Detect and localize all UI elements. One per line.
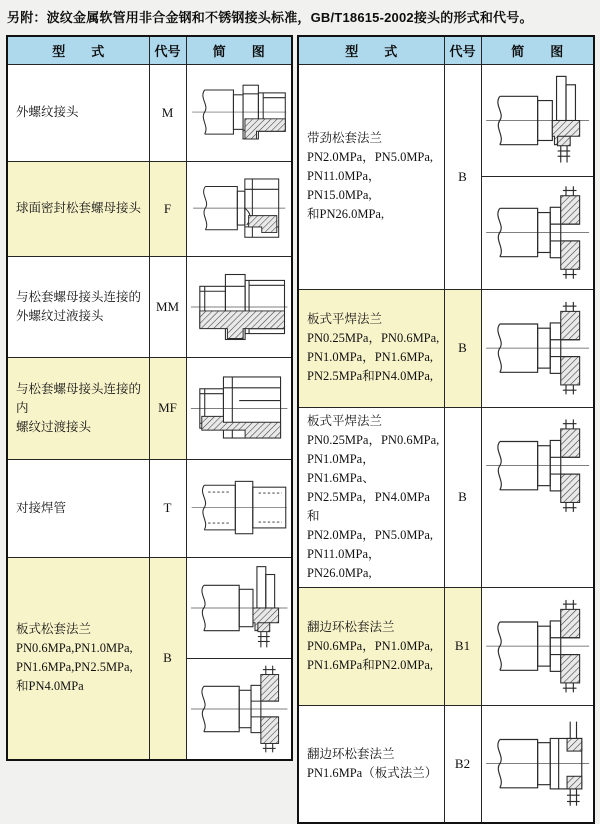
type-line: PN0.6MPa,PN1.0MPa,	[16, 641, 133, 655]
type-cell	[7, 64, 149, 161]
male-thread-joint-diagram	[188, 66, 290, 158]
type-line: PN11.0MPa，PN26.0MPa,	[307, 546, 381, 580]
diagram-stack	[482, 65, 594, 289]
type-cell	[7, 256, 149, 357]
diagram-cell	[186, 557, 292, 760]
diagram-stack	[482, 290, 594, 407]
type-line: 外螺纹过液接头	[16, 308, 104, 323]
tables-container	[6, 35, 595, 824]
code-cell: B	[444, 289, 481, 407]
butt-weld-pipe-diagram	[188, 461, 290, 554]
type-line: 翻边环松套法兰	[307, 619, 395, 634]
type-line: PN0.25MPa，PN0.6MPa,	[307, 432, 440, 447]
table-row	[298, 705, 594, 823]
diagram-stack	[187, 558, 292, 759]
type-cell	[298, 407, 444, 587]
weld-plate-flange-diagram	[483, 292, 592, 404]
neck-loose-flange-alt-diagram	[483, 179, 592, 286]
type-line: 翻边环松套法兰	[307, 746, 395, 761]
type-cell	[298, 289, 444, 407]
type-line: PN1.0MPa，PN1.6MPa,	[307, 350, 434, 364]
column-header-type: 型 式	[7, 36, 149, 64]
weld-plate-flange-alt-diagram	[483, 410, 592, 521]
column-header-diagram: 简 图	[186, 36, 292, 64]
column-header-diagram: 简 图	[481, 36, 594, 64]
diagram-box	[482, 290, 594, 407]
plate-loose-flange-alt-diagram	[188, 661, 290, 757]
diagram-box	[187, 460, 292, 557]
type-line: PN2.0MPa，PN5.0MPa,	[307, 527, 434, 542]
code-cell: B	[149, 557, 186, 760]
type-line: PN2.0MPa，PN5.0MPa,	[307, 150, 434, 164]
diagram-box	[187, 257, 292, 357]
type-line: 和PN4.0MPa	[16, 679, 84, 693]
diagram-cell	[481, 705, 594, 823]
diagram-box	[482, 408, 594, 524]
table-row	[7, 256, 292, 357]
type-line: 板式平焊法兰	[307, 413, 383, 428]
diagram-stack	[482, 706, 594, 822]
table-row	[7, 161, 292, 256]
diagram-box	[482, 65, 594, 177]
table-row	[298, 64, 594, 289]
column-header-code: 代号	[149, 36, 186, 64]
diagram-cell	[481, 407, 594, 587]
code-cell: F	[149, 161, 186, 256]
connector-table-right	[297, 35, 595, 824]
diagram-stack	[187, 162, 292, 256]
diagram-box	[187, 65, 292, 161]
type-line: 板式平焊法兰	[307, 312, 383, 326]
column-header-code: 代号	[444, 36, 481, 64]
diagram-cell	[481, 64, 594, 289]
diagram-box	[187, 358, 292, 459]
header-row	[7, 36, 292, 64]
table-row	[298, 587, 594, 705]
type-line: PN1.0MPa，PN1.6MPa、	[307, 451, 375, 485]
table-row	[298, 407, 594, 587]
diagram-box	[187, 558, 292, 658]
type-line: PN1.6MPa（板式法兰）	[307, 765, 438, 780]
diagram-box	[482, 176, 594, 289]
code-cell: T	[149, 459, 186, 557]
lap-ring-flange-b1-diagram	[483, 590, 592, 702]
diagram-stack	[482, 588, 594, 705]
type-line: 和PN26.0MPa,	[307, 207, 385, 221]
lap-ring-flange-b2-diagram	[483, 708, 592, 819]
code-cell: B1	[444, 587, 481, 705]
type-cell	[298, 705, 444, 823]
type-cell	[298, 587, 444, 705]
type-line: 与松套螺母接头连接的	[16, 289, 142, 304]
type-line: PN0.6MPa，PN1.0MPa,	[307, 638, 434, 653]
type-line: PN1.6MPa和PN2.0MPa,	[307, 657, 434, 672]
type-line: PN11.0MPa，PN15.0MPa,	[307, 169, 381, 202]
table-row	[298, 289, 594, 407]
type-cell	[298, 64, 444, 289]
diagram-cell	[186, 459, 292, 557]
diagram-stack	[187, 460, 292, 557]
diagram-cell	[481, 587, 594, 705]
code-cell: B2	[444, 705, 481, 823]
diagram-box	[187, 162, 292, 256]
type-cell	[7, 357, 149, 459]
column-header-type: 型 式	[298, 36, 444, 64]
type-line: PN0.25MPa，PN0.6MPa,	[307, 331, 440, 345]
diagram-cell	[186, 256, 292, 357]
code-cell: MM	[149, 256, 186, 357]
diagram-box	[187, 658, 292, 759]
table-row	[7, 357, 292, 459]
type-line: 带劲松套法兰	[307, 131, 383, 145]
neck-loose-flange-diagram	[483, 67, 592, 174]
type-cell	[7, 557, 149, 760]
type-line: 板式松套法兰	[16, 622, 92, 636]
diagram-box	[482, 706, 594, 822]
male-female-adapter-diagram	[188, 360, 290, 457]
double-male-adapter-diagram	[188, 259, 290, 355]
type-line: PN2.5MPa，PN4.0MPa和	[307, 489, 430, 523]
diagram-cell	[481, 289, 594, 407]
diagram-cell	[186, 161, 292, 256]
page-title: 另附：波纹金属软管用非合金钢和不锈钢接头标准，GB/T18615-2002接头的形式和代号。	[7, 10, 533, 25]
type-line: PN1.6MPa,PN2.5MPa,	[16, 660, 133, 674]
code-cell: M	[149, 64, 186, 161]
code-cell: B	[444, 64, 481, 289]
sphere-nut-joint-diagram	[188, 163, 290, 253]
type-cell	[7, 161, 149, 256]
type-line: PN2.5MPa和PN4.0MPa,	[307, 369, 434, 383]
diagram-cell	[186, 357, 292, 459]
table-row	[7, 459, 292, 557]
code-cell: MF	[149, 357, 186, 459]
connector-table-left	[6, 35, 293, 761]
diagram-stack	[187, 358, 292, 459]
type-line: 球面密封松套螺母接头	[16, 201, 142, 215]
type-line: 对接焊管	[16, 500, 67, 515]
code-cell: B	[444, 407, 481, 587]
table-row	[7, 557, 292, 760]
diagram-stack	[187, 257, 292, 357]
table-row	[7, 64, 292, 161]
type-line: 外螺纹接头	[16, 105, 79, 119]
diagram-cell	[186, 64, 292, 161]
diagram-box	[482, 588, 594, 705]
header-row	[298, 36, 594, 64]
diagram-stack	[482, 408, 594, 524]
diagram-stack	[187, 65, 292, 161]
type-line: 与松套螺母接头连接的内	[16, 381, 142, 415]
type-cell	[7, 459, 149, 557]
type-line: 螺纹过渡接头	[16, 419, 92, 434]
plate-loose-flange-diagram	[188, 560, 290, 656]
